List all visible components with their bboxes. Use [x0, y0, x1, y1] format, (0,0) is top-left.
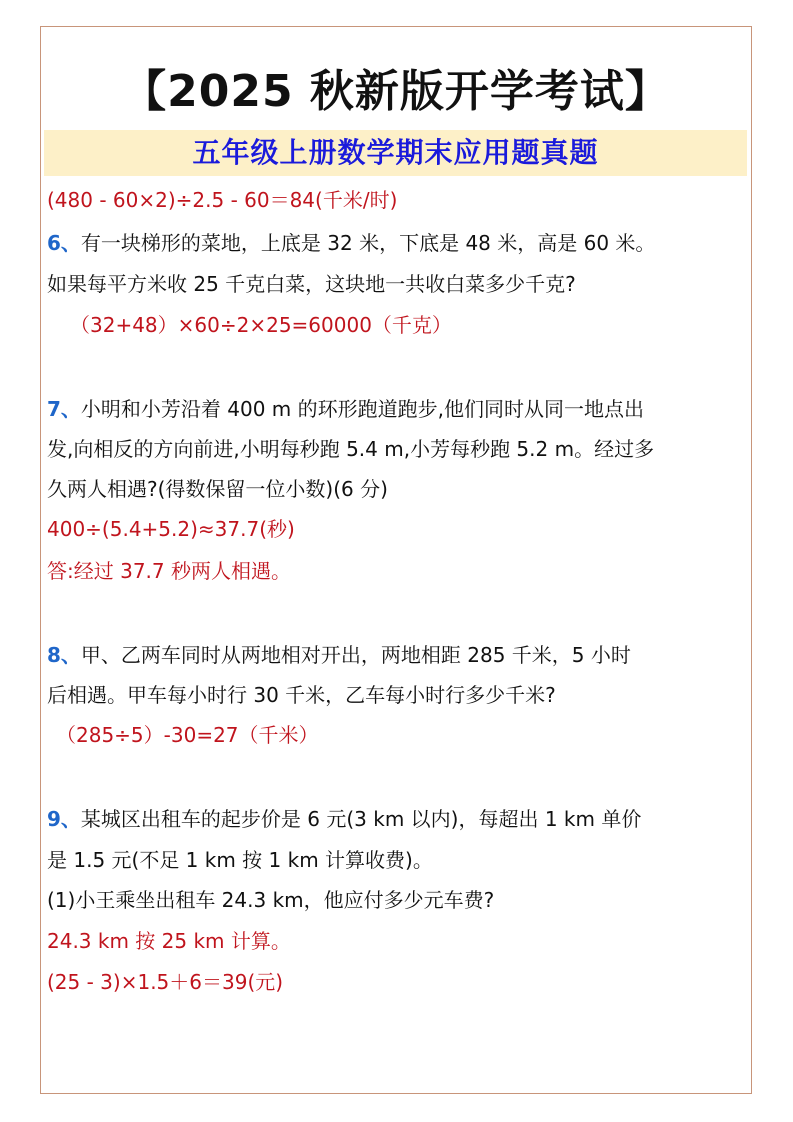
- question-6-line-1: [47, 229, 655, 257]
- question-8-answer: （285÷5）-30=27（千米）: [56, 723, 319, 747]
- question-7-line-1: [47, 395, 644, 423]
- question-8-line-1: [47, 641, 631, 669]
- question-9-answer-2: (25 - 3)×1.5＋6＝39(元): [47, 970, 284, 994]
- question-8-text-2: 后相遇。甲车每小时行 30 千米，乙车每小时行多少千米?: [47, 683, 556, 707]
- question-8-number: 8、: [47, 643, 81, 667]
- question-6-text-2: 如果每平方米收 25 千克白菜，这块地一共收白菜多少千克?: [47, 272, 576, 296]
- question-6-number: 6、: [47, 231, 81, 255]
- question-9-number: 9、: [47, 807, 81, 831]
- question-9-sub-question-1: (1)小王乘坐出租车 24.3 km，他应付多少元车费?: [47, 888, 495, 912]
- question-9-answer-1: 24.3 km 按 25 km 计算。: [47, 929, 291, 953]
- question-9-text-2: 是 1.5 元(不足 1 km 按 1 km 计算收费)。: [47, 848, 433, 872]
- question-7-text-1: 小明和小芳沿着 400 m 的环形跑道跑步,他们同时从同一地点出: [80, 397, 645, 421]
- question-9-line-1: [47, 805, 641, 833]
- question-7-text-3: 久两人相遇?(得数保留一位小数)(6 分): [47, 477, 388, 501]
- question-7-number: 7、: [47, 397, 81, 421]
- question-7-text-2: 发,向相反的方向前进,小明每秒跑 5.4 m,小芳每秒跑 5.2 m。经过多: [47, 437, 655, 461]
- question-6-answer: （32+48）×60÷2×25=60000（千克）: [70, 313, 452, 337]
- question-8-text-1: 甲、乙两车同时从两地相对开出，两地相距 285 千米，5 小时: [80, 643, 631, 667]
- page-subtitle: 五年级上册数学期末应用题真题: [192, 136, 599, 169]
- page-title: 【2025 秋新版开学考试】: [122, 66, 670, 117]
- question-7-answer-2: 答:经过 37.7 秒两人相遇。: [47, 559, 291, 583]
- question-9-text-1: 某城区出租车的起步价是 6 元(3 km 以内)，每超出 1 km 单价: [80, 807, 642, 831]
- question-6-text-1: 有一块梯形的菜地，上底是 32 米，下底是 48 米，高是 60 米。: [80, 231, 656, 255]
- prev-answer: (480 - 60×2)÷2.5 - 60＝84(千米/时): [47, 188, 398, 212]
- question-7-answer-1: 400÷(5.4+5.2)≈37.7(秒): [47, 517, 295, 541]
